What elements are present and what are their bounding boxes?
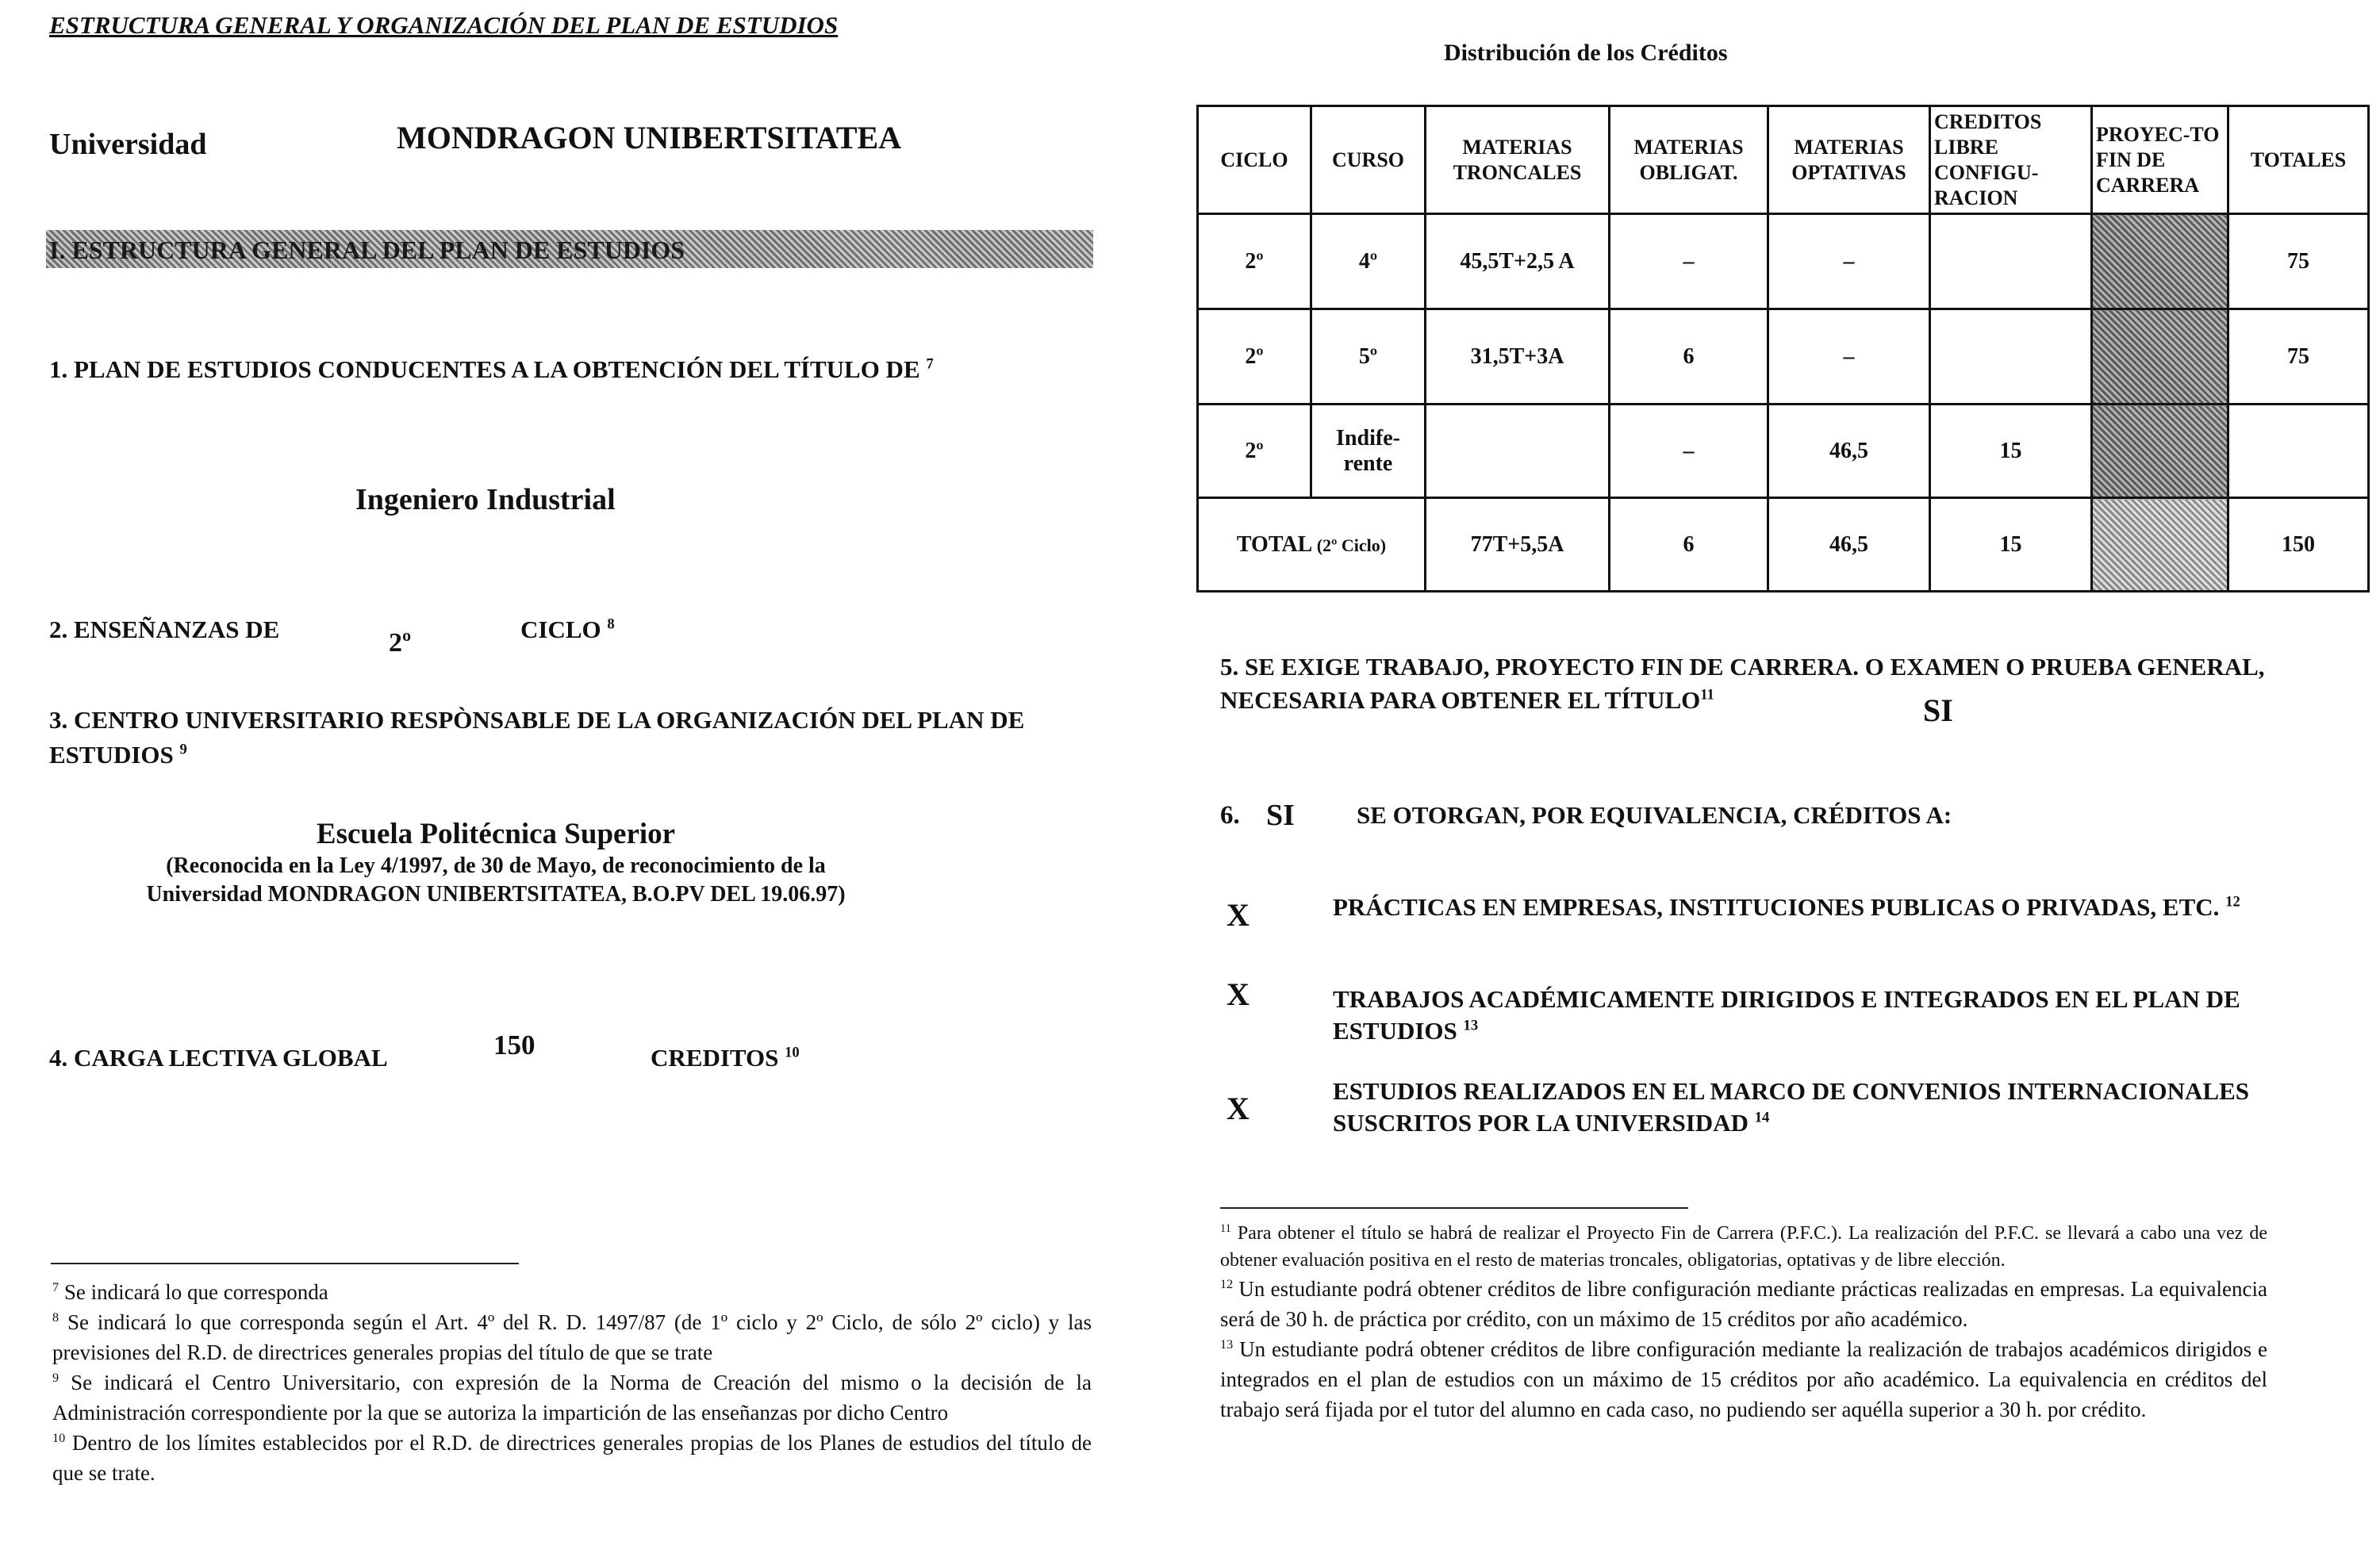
table-cell: – [1768, 214, 1930, 309]
table-cell: 2º [1198, 214, 1311, 309]
footnotes-right [1220, 1220, 2267, 1425]
equivalence-check-mark: X [1226, 976, 1250, 1012]
table-header-cell: PROYEC-TO FIN DE CARRERA [2092, 106, 2228, 214]
table-cell: 2º [1198, 309, 1311, 405]
item-4-text: 4. CARGA LECTIVA GLOBAL [49, 1044, 388, 1072]
item-5-text: 5. SE EXIGE TRABAJO, PROYECTO FIN DE CARRERA. O EXAMEN O PRUEBA GENERAL, NECESARIA PARA OBTENER EL TÍTULO [1220, 653, 2265, 714]
table-cell-shaded [2092, 214, 2228, 309]
item-2-tail-text: CICLO [520, 616, 601, 643]
item-5 [1220, 650, 2267, 717]
table-cell: 46,5 [1768, 405, 1930, 498]
footnote-text: Un estudiante podrá obtener créditos de libre configuración mediante la realización de trabajos académicos dirigidos e integrados en el plan de estudios con un máximo de 15 créditos por año académico. La equivalencia en créditos del trabajo será fijada por el tutor del alumno en cada caso, no pudiendo ser aquélla superior a 30 h. por crédito. [1220, 1337, 2268, 1421]
footnote-text: Para obtener el título se habrá de realizar el Proyecto Fin de Carrera (P.F.C.). La realización del P.F.C. se llevará a cabo una vez de obtener evaluación positiva en el resto de materias troncales, obligatorias, optativas y de libre elección. [1220, 1223, 2268, 1271]
equivalence-check-mark: X [1226, 1091, 1250, 1126]
footnote [52, 1277, 1092, 1307]
item-2-text: 2. ENSEÑANZAS DE [49, 616, 280, 643]
table-cell: Indife-rente [1311, 405, 1426, 498]
footnote [52, 1367, 1092, 1428]
footnote-number: 13 [1220, 1337, 1234, 1352]
footnote [52, 1428, 1092, 1488]
table-header-cell: MATERIAS OBLIGAT. [1610, 106, 1768, 214]
item-4-tail-text: CREDITOS [651, 1044, 779, 1072]
total-troncales: 77T+5,5A [1426, 498, 1610, 592]
footnote [1220, 1220, 2267, 1274]
table-row [1198, 309, 2369, 405]
equivalence-text: PRÁCTICAS EN EMPRESAS, INSTITUCIONES PUBLICAS O PRIVADAS, ETC. [1333, 893, 2220, 921]
footnote-ref-8: 8 [607, 616, 615, 633]
table-cell [1930, 214, 2092, 309]
footnote-number: 12 [1220, 1277, 1234, 1291]
footnote-number: 8 [52, 1310, 60, 1325]
table-cell: – [1610, 405, 1768, 498]
footnote-number: 7 [52, 1280, 60, 1294]
item-6-text: SE OTORGAN, POR EQUIVALENCIA, CRÉDITOS A: [1357, 801, 1952, 829]
footnote-ref-12: 12 [2225, 893, 2240, 911]
credits-table-title: Distribución de los Créditos [1444, 40, 1728, 66]
footnote-divider-right [1220, 1207, 1688, 1209]
item-4-value: 150 [493, 1030, 536, 1060]
table-row [1198, 405, 2369, 498]
table-cell: 15 [1930, 405, 2092, 498]
footnote [52, 1307, 1092, 1367]
footnote-ref-7: 7 [926, 355, 934, 373]
centre-note-line-2: Universidad MONDRAGON UNIBERTSITATEA, B.O.PV DEL 19.06.97) [146, 882, 846, 907]
table-cell: 75 [2228, 309, 2369, 405]
table-cell: 4º [1311, 214, 1426, 309]
table-header-cell: CICLO [1198, 106, 1311, 214]
total-label: TOTAL [1236, 531, 1311, 557]
table-cell: 31,5T+3A [1426, 309, 1610, 405]
total-obligat: 6 [1610, 498, 1768, 592]
total-optativas: 46,5 [1768, 498, 1930, 592]
equivalence-item [1333, 984, 2253, 1047]
item-6-value: SI [1266, 799, 1295, 832]
equivalence-text: ESTUDIOS REALIZADOS EN EL MARCO DE CONVENIOS INTERNACIONALES SUSCRITOS POR LA UNIVERSIDAD [1333, 1077, 2249, 1137]
total-sublabel: (2º Ciclo) [1316, 535, 1387, 555]
item-3-text: 3. CENTRO UNIVERSITARIO RESPÒNSABLE DE LA ORGANIZACIÓN DEL PLAN DE ESTUDIOS [49, 706, 1025, 769]
table-cell: 45,5T+2,5 A [1426, 214, 1610, 309]
item-6-number: 6. [1220, 801, 1240, 830]
item-1-text: 1. PLAN DE ESTUDIOS CONDUCENTES A LA OBTENCIÓN DEL TÍTULO DE [49, 355, 920, 383]
table-cell-shaded [2092, 309, 2228, 405]
section-heading: I. ESTRUCTURA GENERAL DEL PLAN DE ESTUDIOS [49, 236, 685, 264]
footnote-number: 11 [1220, 1222, 1231, 1235]
total-label-cell [1198, 498, 1426, 592]
table-cell [1426, 405, 1610, 498]
university-label: Universidad [49, 128, 207, 161]
footnote-text: Dentro de los límites establecidos por el R.D. de directrices generales propias de los Planes de estudios del título de que se trate. [52, 1431, 1092, 1485]
footnote-ref-9: 9 [179, 741, 187, 758]
table-cell: – [1768, 309, 1930, 405]
item-4-tail [651, 1044, 800, 1072]
footnote-text: Un estudiante podrá obtener créditos de libre configuración mediante prácticas realizadas en empresas. La equivalencia será de 30 h. de práctica por crédito, con un máximo de 15 créditos por año académico. [1220, 1277, 2267, 1331]
footnote-text: Se indicará el Centro Universitario, con expresión de la Norma de Creación del mismo o la decisión de la Administración correspondiente por la que se autoriza la impartición de las enseñanzas por dicho Centro [52, 1371, 1092, 1425]
item-3 [49, 703, 1081, 773]
table-header-cell: CREDITOS LIBRE CONFIGU-RACION [1930, 106, 2092, 214]
footnotes-left [52, 1277, 1092, 1488]
table-cell-shaded [2092, 405, 2228, 498]
credits-table [1196, 105, 2370, 593]
footnote-number: 10 [52, 1431, 66, 1445]
item-2-tail [520, 616, 615, 644]
section-heading-bar [46, 230, 1093, 268]
table-cell: 75 [2228, 214, 2369, 309]
table-header-cell: MATERIAS OPTATIVAS [1768, 106, 1930, 214]
table-total-row [1198, 498, 2369, 592]
total-totales: 150 [2228, 498, 2369, 592]
table-cell: 2º [1198, 405, 1311, 498]
equivalence-text: TRABAJOS ACADÉMICAMENTE DIRIGIDOS E INTEGRADOS EN EL PLAN DE ESTUDIOS [1333, 985, 2240, 1045]
table-header-cell: CURSO [1311, 106, 1426, 214]
table-cell: – [1610, 214, 1768, 309]
equivalence-check-mark: X [1226, 897, 1250, 933]
footnote-ref-14: 14 [1754, 1109, 1770, 1126]
item-5-value: SI [1923, 692, 1953, 728]
footnote-ref-10: 10 [785, 1044, 800, 1061]
document-header-title: ESTRUCTURA GENERAL Y ORGANIZACIÓN DEL PLAN DE ESTUDIOS [49, 11, 839, 39]
footnote [1220, 1274, 2267, 1334]
degree-title: Ingeniero Industrial [355, 483, 616, 516]
table-cell [1930, 309, 2092, 405]
footnote-number: 9 [52, 1371, 60, 1385]
centre-note-line-1: (Reconocida en la Ley 4/1997, de 30 de Mayo, de reconocimiento de la [166, 853, 826, 878]
item-1 [49, 355, 934, 384]
footnote-text: Se indicará lo que corresponda según el Art. 4º del R. D. 1497/87 (de 1º ciclo y 2º Ciclo, de sólo 2º ciclo) y las previsiones del R.D. de directrices generales propias del título de que se trate [52, 1310, 1092, 1364]
footnote-divider-left [51, 1263, 519, 1264]
item-2-value: 2º [389, 628, 412, 658]
footnote [1220, 1334, 2267, 1425]
equivalence-item [1333, 892, 2253, 923]
table-header-cell: MATERIAS TRONCALES [1426, 106, 1610, 214]
total-pfc-shaded [2092, 498, 2228, 592]
footnote-ref-11: 11 [1700, 686, 1714, 704]
centre-name: Escuela Politécnica Superior [316, 818, 676, 850]
table-cell: 5º [1311, 309, 1426, 405]
total-libre: 15 [1930, 498, 2092, 592]
table-header-cell: TOTALES [2228, 106, 2369, 214]
footnote-ref-13: 13 [1463, 1017, 1479, 1034]
footnote-text: Se indicará lo que corresponda [63, 1280, 328, 1304]
table-cell [2228, 405, 2369, 498]
table-cell: 6 [1610, 309, 1768, 405]
table-header-row [1198, 106, 2369, 214]
equivalence-item [1333, 1076, 2253, 1139]
table-row [1198, 214, 2369, 309]
university-name: MONDRAGON UNIBERTSITATEA [397, 120, 902, 155]
